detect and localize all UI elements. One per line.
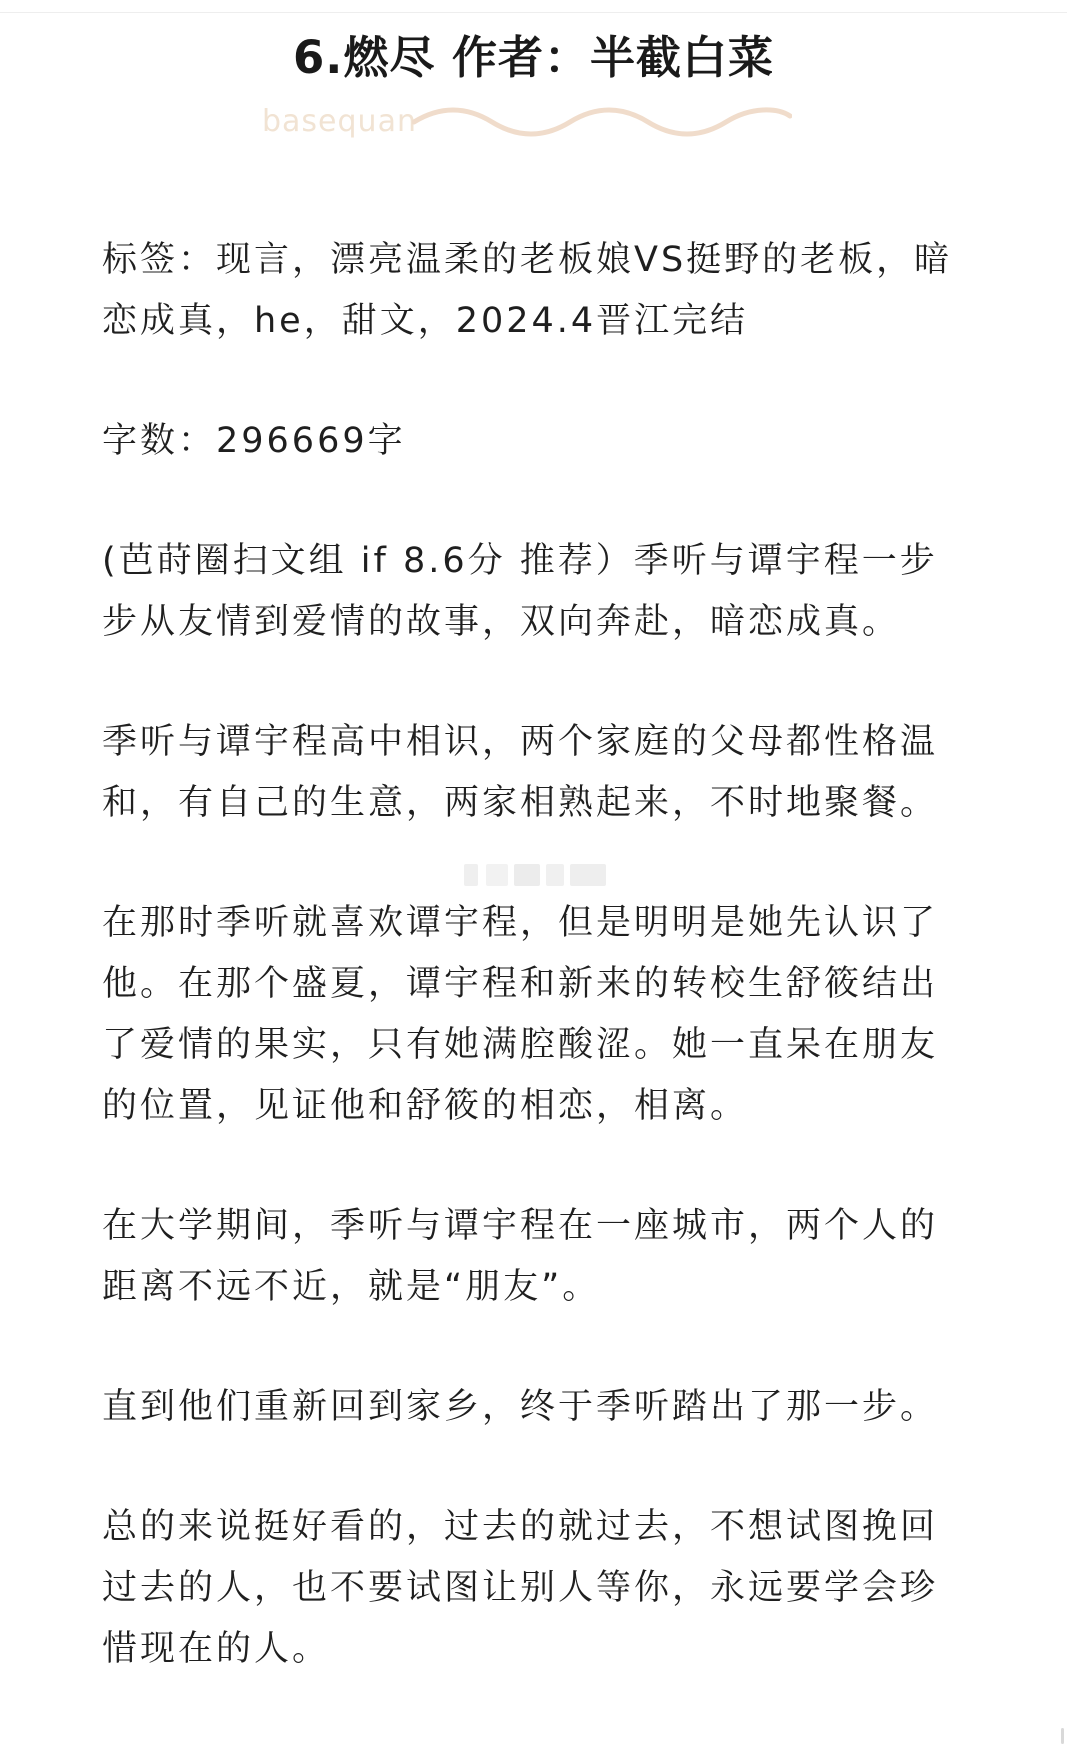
plot-paragraph: 在那时季听就喜欢谭宇程，但是明明是她先认识了他。在那个盛夏，谭宇程和新来的转校生舒筱结出了爱情的果实，只有她满腔酸涩。她一直呆在朋友的位置，见证他和舒筱的相恋，相离。 (102, 903, 939, 1126)
return-paragraph: 直到他们重新回到家乡，终于季听踏出了那一步。 (102, 1387, 939, 1427)
university-paragraph: 在大学期间，季听与谭宇程在一座城市，两个人的距离不远不近，就是“朋友”。 (102, 1206, 939, 1307)
top-divider (0, 12, 1067, 13)
article-body (102, 230, 972, 1737)
tags-paragraph: 标签：现言，漂亮温柔的老板娘VS挺野的老板，暗恋成真，he，甜文，2024.4晋江完结 (102, 240, 953, 341)
recommendation-paragraph: (芭莳圈扫文组 if 8.6分 推荐）季听与谭宇程一步步从友情到爱情的故事，双向奔赴，暗恋成真。 (102, 541, 938, 642)
watermark-text: basequan (262, 104, 417, 139)
article-title: 6.燃尽 作者：半截白菜 (292, 31, 775, 84)
wave-decoration-icon (412, 104, 792, 138)
scrollbar-thumb[interactable] (1061, 1728, 1064, 1744)
faded-watermark-icon (464, 860, 609, 890)
summary-paragraph: 总的来说挺好看的，过去的就过去，不想试图挽回过去的人，也不要试图让别人等你，永远要学会珍惜现在的人。 (102, 1507, 939, 1669)
background-paragraph: 季听与谭宇程高中相识，两个家庭的父母都性格温和，有自己的生意，两家相熟起来，不时地聚餐。 (102, 722, 939, 823)
word-count-paragraph: 字数：296669字 (102, 421, 406, 461)
